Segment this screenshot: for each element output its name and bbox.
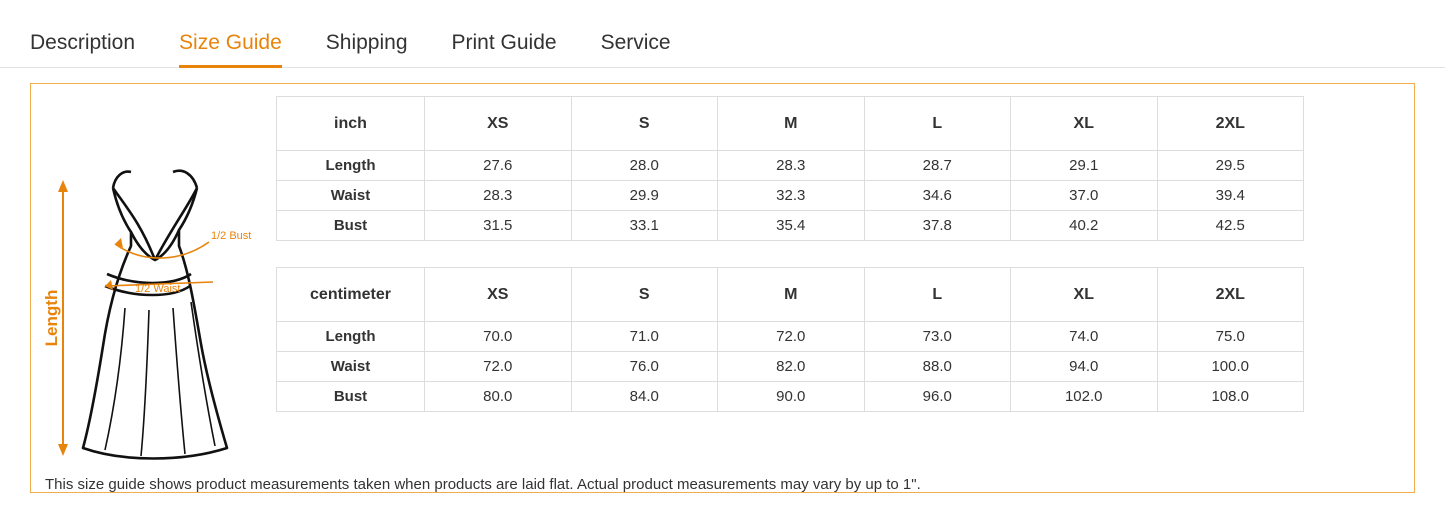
cell: 84.0	[571, 382, 718, 412]
cell: 108.0	[1157, 382, 1304, 412]
cell: 42.5	[1157, 211, 1304, 241]
tab-print-guide[interactable]: Print Guide	[451, 31, 557, 54]
col-header-m: M	[718, 268, 865, 322]
cell: 80.0	[425, 382, 572, 412]
cell: 37.8	[864, 211, 1011, 241]
half-bust-label: 1/2 Bust	[211, 230, 252, 242]
tab-shipping[interactable]: Shipping	[325, 31, 408, 54]
cell: 31.5	[425, 211, 572, 241]
col-header-xl: XL	[1011, 97, 1158, 151]
size-guide-body	[31, 96, 1414, 466]
tab-description[interactable]: Description	[30, 31, 136, 54]
col-header-2xl: 2XL	[1157, 97, 1304, 151]
cell: 39.4	[1157, 181, 1304, 211]
col-header-xl: XL	[1011, 268, 1158, 322]
table-row	[277, 211, 1304, 241]
cell: 29.5	[1157, 151, 1304, 181]
cell: 28.7	[864, 151, 1011, 181]
table-header-row	[277, 268, 1304, 322]
table-row	[277, 382, 1304, 412]
cell: 28.3	[425, 181, 572, 211]
col-header-xs: XS	[425, 268, 572, 322]
cell: 32.3	[718, 181, 865, 211]
cell: 75.0	[1157, 322, 1304, 352]
unit-header-centimeter: centimeter	[277, 268, 425, 322]
length-label: Length	[42, 289, 61, 347]
row-label-length: Length	[277, 322, 425, 352]
cell: 71.0	[571, 322, 718, 352]
table-header-row	[277, 97, 1304, 151]
cell: 27.6	[425, 151, 572, 181]
cell: 40.2	[1011, 211, 1158, 241]
table-row	[277, 181, 1304, 211]
tab-bar	[0, 0, 1445, 68]
row-label-waist: Waist	[277, 352, 425, 382]
row-label-length: Length	[277, 151, 425, 181]
cell: 28.3	[718, 151, 865, 181]
cell: 82.0	[718, 352, 865, 382]
table-row	[277, 151, 1304, 181]
cell: 33.1	[571, 211, 718, 241]
table-row	[277, 352, 1304, 382]
cell: 72.0	[425, 352, 572, 382]
cell: 73.0	[864, 322, 1011, 352]
cell: 96.0	[864, 382, 1011, 412]
cell: 37.0	[1011, 181, 1158, 211]
half-waist-label: 1/2 Waist	[135, 283, 181, 295]
col-header-2xl: 2XL	[1157, 268, 1304, 322]
cell: 100.0	[1157, 352, 1304, 382]
cell: 74.0	[1011, 322, 1158, 352]
col-header-l: L	[864, 97, 1011, 151]
row-label-waist: Waist	[277, 181, 425, 211]
table-row	[277, 322, 1304, 352]
cell: 88.0	[864, 352, 1011, 382]
cell: 29.9	[571, 181, 718, 211]
cell: 94.0	[1011, 352, 1158, 382]
cell: 76.0	[571, 352, 718, 382]
cell: 102.0	[1011, 382, 1158, 412]
col-header-s: S	[571, 97, 718, 151]
tab-size-guide[interactable]: Size Guide	[157, 32, 304, 67]
cell: 35.4	[718, 211, 865, 241]
cell: 34.6	[864, 181, 1011, 211]
size-guide-panel	[30, 83, 1415, 493]
row-label-bust: Bust	[277, 211, 425, 241]
cell: 72.0	[718, 322, 865, 352]
size-table-centimeter	[276, 267, 1304, 412]
measurement-diagram	[31, 96, 276, 466]
unit-header-inch: inch	[277, 97, 425, 151]
col-header-l: L	[864, 268, 1011, 322]
col-header-s: S	[571, 268, 718, 322]
size-guide-footnote: This size guide shows product measurements taken when products are laid flat. Actual product measurements may vary by up to 1".	[45, 476, 921, 493]
cell: 28.0	[571, 151, 718, 181]
col-header-m: M	[718, 97, 865, 151]
cell: 90.0	[718, 382, 865, 412]
dress-illustration-svg	[31, 96, 276, 466]
col-header-xs: XS	[425, 97, 572, 151]
cell: 70.0	[425, 322, 572, 352]
size-tables	[276, 96, 1414, 466]
tab-service[interactable]: Service	[600, 31, 671, 54]
size-table-inch	[276, 96, 1304, 241]
cell: 29.1	[1011, 151, 1158, 181]
row-label-bust: Bust	[277, 382, 425, 412]
